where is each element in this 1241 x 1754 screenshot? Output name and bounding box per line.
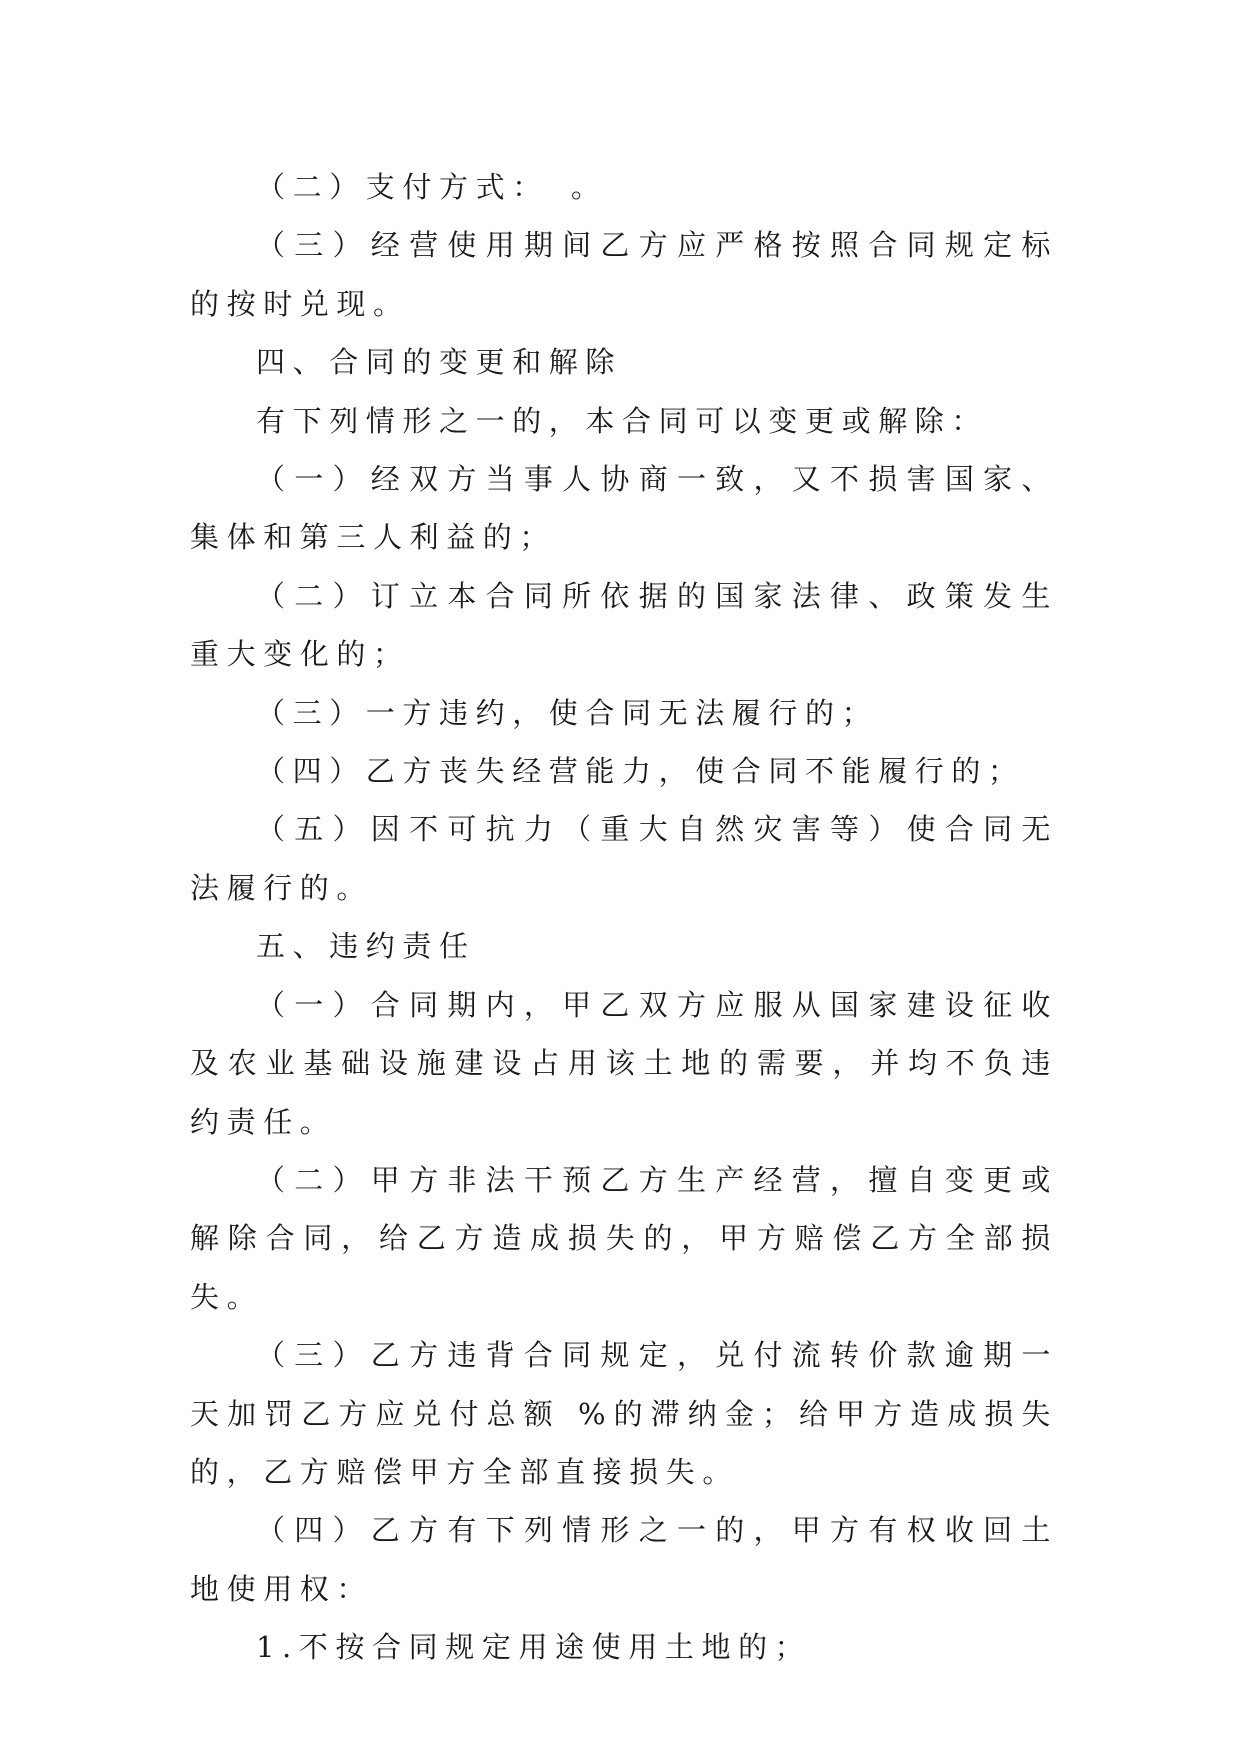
paragraph-liability-2: （二）甲方非法干预乙方生产经营，擅自变更或解除合同，给乙方造成损失的，甲方赔偿乙方全部损失。 xyxy=(190,1162,1058,1314)
paragraph-condition-1: （一）经双方当事人协商一致，又不损害国家、集体和第三人利益的； xyxy=(190,462,1058,555)
paragraph-liability-1: （一）合同期内，甲乙双方应服从国家建设征收及农业基础设施建设占用该土地的需要，并均不负违约责任。 xyxy=(190,987,1058,1139)
paragraph-condition-3: （三）一方违约，使合同无法履行的； xyxy=(256,695,879,730)
paragraph-liability-3: （三）乙方违背合同规定，兑付流转价款逾期一天加罚乙方应兑付总额 %的滞纳金；给甲方造成损失的，乙方赔偿甲方全部直接损失。 xyxy=(190,1338,1058,1489)
paragraph-payment-method: （二）支付方式： 。 xyxy=(256,170,608,204)
paragraph-item-1: 1.不按合同规定用途使用土地的； xyxy=(256,1630,812,1665)
section-heading-change-termination: 四、合同的变更和解除 xyxy=(256,345,623,380)
paragraph-liability-4: （四）乙方有下列情形之一的，甲方有权收回土地使用权： xyxy=(190,1513,1058,1606)
paragraph-performance: （三）经营使用期间乙方应严格按照合同规定标的按时兑现。 xyxy=(190,228,1058,321)
paragraph-condition-4: （四）乙方丧失经营能力，使合同不能履行的； xyxy=(256,754,1025,789)
document-body xyxy=(190,158,1058,1677)
paragraph-condition-5: （五）因不可抗力（重大自然灾害等）使合同无法履行的。 xyxy=(190,812,1058,905)
section-heading-liability: 五、违约责任 xyxy=(256,929,476,964)
paragraph-change-conditions-intro: 有下列情形之一的，本合同可以变更或解除： xyxy=(256,403,989,438)
paragraph-condition-2: （二）订立本合同所依据的国家法律、政策发生重大变化的； xyxy=(190,578,1058,672)
